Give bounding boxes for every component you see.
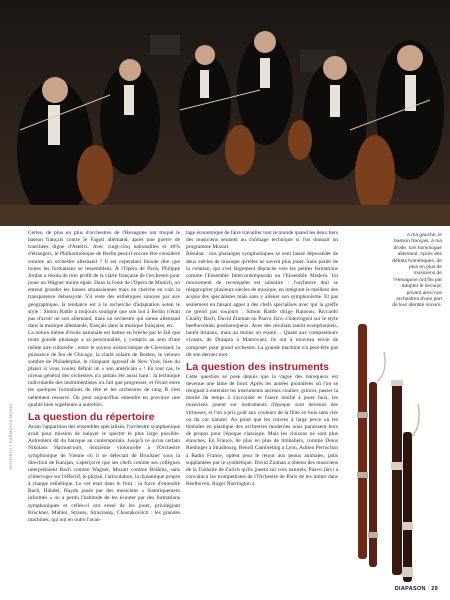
orchestra-illustration: [0, 0, 450, 226]
french-bassoon: [357, 324, 385, 567]
page-number: 29: [431, 586, 438, 592]
section-heading-repertoire: La question du répertoire: [28, 410, 155, 423]
section-heading-instruments: La question des instruments: [186, 360, 329, 373]
paragraph: Résultat : nos phalanges symphoniques se sont laissé déposséder de deux siècles de musique qu'elles ne savent plus jouer. Sans parler de la création, qui s'est largement déplacée vers les petites formations comme l'Ensemble Intercontemporain ou l'Ensemble Modern. Un mouvement de reconquête est salutaire : l'orchestre doit se réapproprier plusieurs siècles de musique, en intégrant le meilleur des acquis des spécialistes mais sans y aliéner son symphonisme. Et pas seulement en faisant appel à des chefs spécialisés avec qui la greffe ne prend pas toujours : Simon Rattle dirige Rameau, Riccardo Chailly Bach, David Zinman ou Paavo Järvi s'interrogent sur le style beethovénien postbaroqueux. Avec des résultats tantôt exceptionnels, tantôt brutaux, mais au moins on essaie… Quant aux compositeurs vivants, de Dusapin à Mantovani, ils ont à nouveau envie de composer pour grand orchestre. La grande machine n'a peut-être pas dit son dernier mot.: [186, 251, 338, 358]
paragraph: tage économique de faire travailler tout le monde quand les deux tiers des musiciens seraient au chômage technique si l'on donnait un programme Mozart.: [186, 230, 338, 251]
orchestra-photo: [0, 0, 450, 226]
page-folio: [395, 586, 438, 592]
paragraph: Certes, de plus en plus d'orchestres de l'Hexagone ont troqué le basson français contre le Fagott allemand, après une guerre de tranchées digne d'Astérix. Avec vingt-cinq nationalités et 46% d'étrangers, le Philharmonique de Berlin peut-il encore être considéré comme un orchestre allemand ? Il est cependant fauxde dire que toutes les formations se ressemblent. À l'Opéra de Paris, Philippe Jordan a résolu de tirer profit de la clarté française de l'orchestre pour jouer un Wagner moins épais. Dans la fosse de l'Opéra de Munich, on entend gronder les basses straussiennes mais on cherche en vain la transparence debussyste. S'il reste des esthétiques sonores par aire géographique, la tendance est à la recherche d'adaptation selon le style : Simon Rattle a toujours souligné que son but à Berlin n'était pas d'avoir un son allemand, mais un orchestre qui sonne allemand dans la musique allemande, français dans la musique française, etc.: [28, 230, 180, 330]
paragraph: Avant l'apparition des ensembles spécialisés, l'orchestre symphonique avait pour mission de balayer le spectre le plus large possible. Autrement dit du baroque au contemporain. Jusqu'à ce qu'un certain Nikolaus Harnoncourt, douzième violoncelle à l'Orchestre symphonique de Vienne où il se délectait de Bruckner sous la direction de Karajan, s'aperçoive que ses chefs comme ses collègues interprétaient Bach comme Wagner, Mozart comme Brahms, sans s'interroger sur l'effectif, le phrasé, l'articulation, la dynamique propre à chaque esthétique. Le ver était dans le fruit : la force d'entendre Bach, Händel, Haydn joués par des musiciens « historiquement informés » on a perdu l'habitude de les écouter par des formations symphoniques et celles-ci ont cessé de les jouer, privilégiant Bruckner, Mahler, Strauss, Stravinsky, Chostakovitch : les grandes machines, qui ont en outre l'avan-: [28, 423, 180, 523]
paragraph: Cette question se pose depuis que la vague des baroqueux est devenue une lame de fond. Après les années pionnières où l'on se résignait à entendre les instruments anciens couiner, grincer, passer la moitié du temps à s'accorder et l'autre moitié à jouer faux, les musiciens jouent sur instruments d'époque sont devenus des virtuoses, et l'on a pris goût aux couleurs de la flûte en bois sans clés ou du cor naturel. Au point que les cuivres à large perce ou les timbales en plastique des orchestres modernes nous paraissent hors de propos pour l'époque classique. Mais les cloisons ne sont plus étanches. En France, de plus en plus de timbaliers, comme Denis Riedinger à Strasbourg, Benoît Cambreling à Lyon, Adrien Perruchon à Radio France, optent pour le retour aux peaux animales, jadis supplantées par le synthétique. David Zinman a obtenu des musiciens de la Tonhalle de Zurich qu'ils jouent sur cors naturels, Paavo Järvi a convaincu les trompettistes de l'Orchestre de Paris de les imiter dans Beethoven, Roger Norrington a: [186, 373, 338, 488]
photo-caption: A ma gauche, le basson français, à ma droite, son homologue allemand. Après des débats homériques, de plus en plus de musiciens de l'Hexagone ont fini par adopter le second, privant ainsi nos orchestres d'une part de leur identité sonore.: [392, 233, 442, 309]
article-column-2: [186, 230, 338, 588]
folio-separator: :: [427, 586, 430, 592]
magazine-name: DIAPASON: [394, 586, 426, 592]
article-column-1: [28, 230, 180, 588]
paragraph: La notion même d'école nationale est battue en brèche par le fait que toute grande phalange a sa personnalité, y compris au sein d'une même aire culturelle : entre le soyeux aristocratique de Cleveland, la puissance de feu de Chicago, la clarté solaire de Boston, le velours sombre de Philadelphie, le clinquant agressif de New York, bien du plaisir si vous voulez définir un « son américain » ! En tout cas, le niveau général des orchestres n'a jamais été aussi haut : la technique individuelle des instrumentistes n'a fait que progresser, et l'écart entre les quelques formations de tête et les orchestres de rang B s'est nettement resserré. On peut aujourd'hui entendre en province une qualité bien supérieure à autrefois.: [28, 330, 180, 408]
photo-credit: SCOFIELD / HARMONIA MUNDI: [8, 403, 13, 470]
german-bassoon: [391, 380, 419, 582]
